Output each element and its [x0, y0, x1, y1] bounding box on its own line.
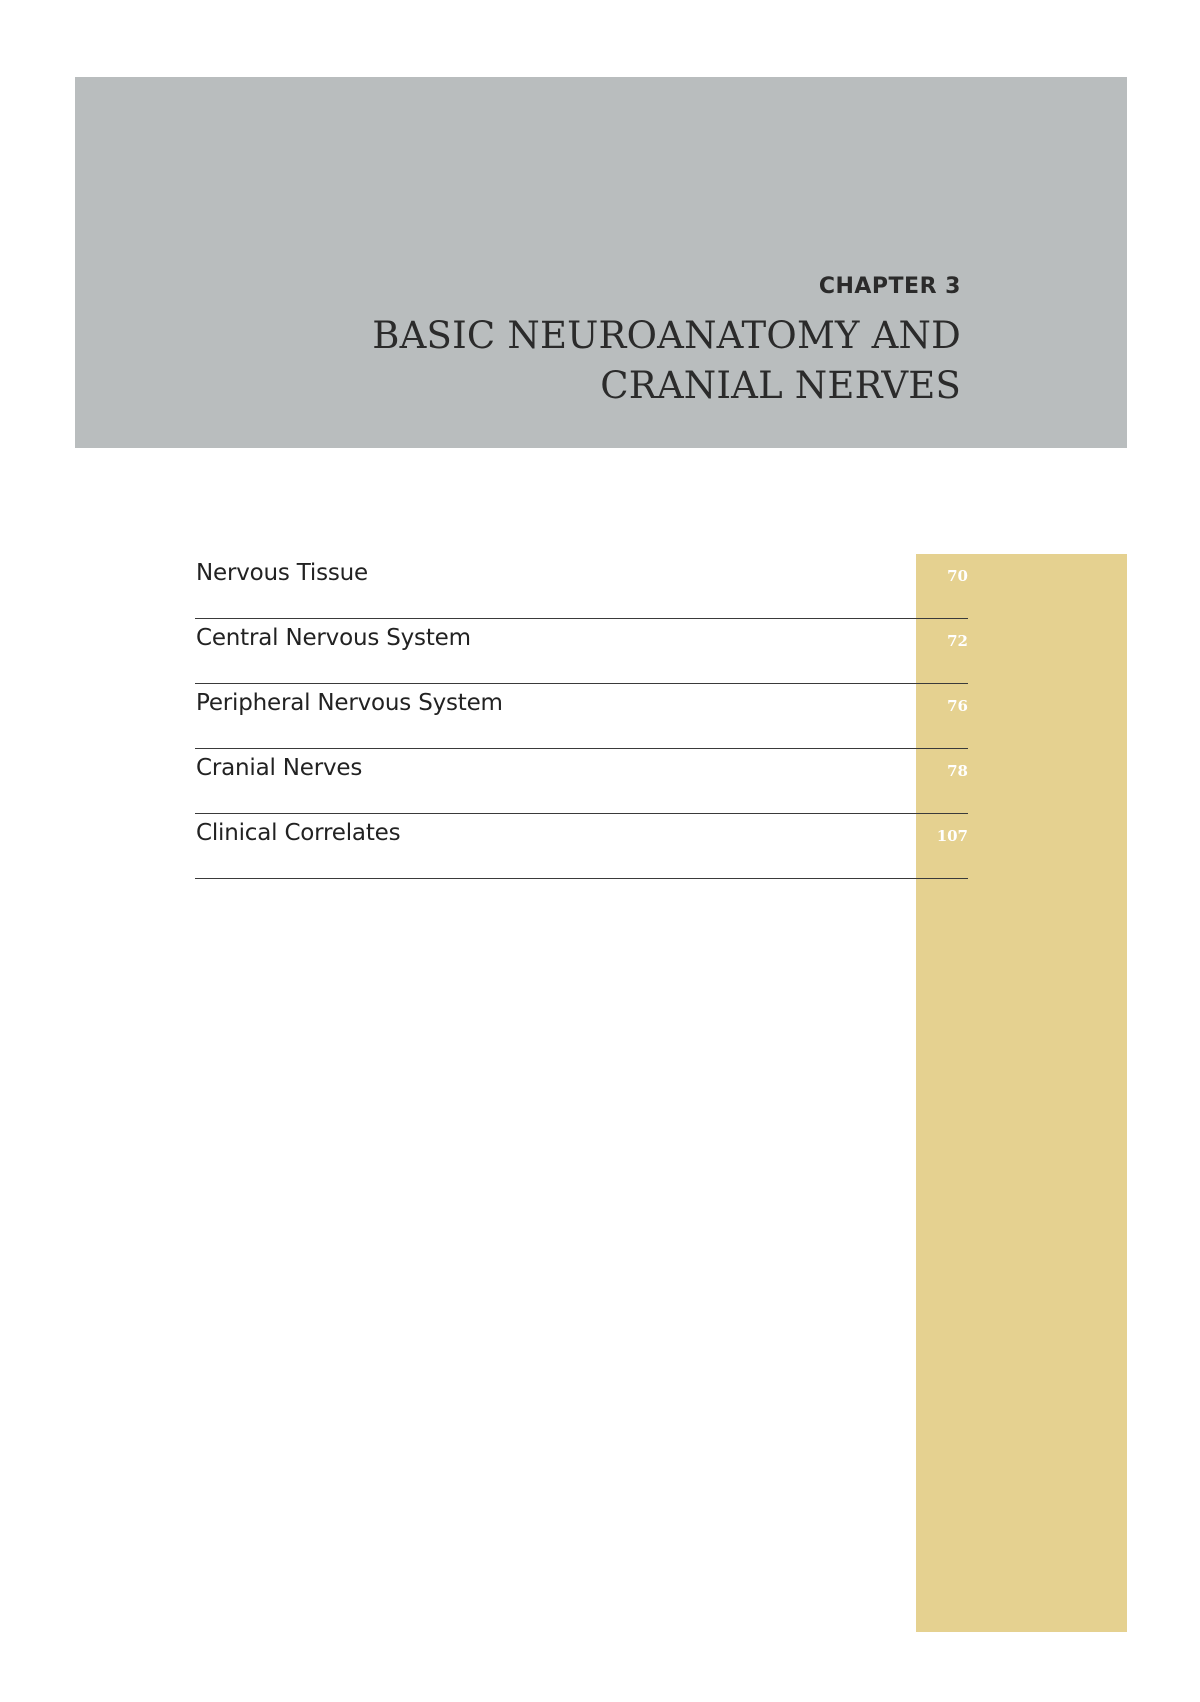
chapter-title-line-1: BASIC NEUROANATOMY AND: [372, 314, 961, 357]
toc-entry-page-number: 70: [947, 567, 968, 585]
toc-entry-central-nervous-system[interactable]: [195, 619, 968, 684]
toc-entry-nervous-tissue[interactable]: [195, 554, 968, 619]
toc-entry-page-number: 78: [947, 762, 968, 780]
chapter-banner: [75, 77, 1127, 448]
toc-entry-page-number: 72: [947, 632, 968, 650]
toc-entry-title: Clinical Correlates: [196, 820, 401, 846]
toc-entry-title: Nervous Tissue: [196, 560, 368, 586]
chapter-title-line-2: CRANIAL NERVES: [600, 364, 961, 407]
chapter-label: CHAPTER 3: [818, 274, 961, 299]
table-of-contents: [195, 554, 968, 879]
toc-entry-page-number: 107: [936, 827, 968, 845]
toc-entry-title: Central Nervous System: [196, 625, 471, 651]
toc-entry-title: Peripheral Nervous System: [196, 690, 503, 716]
toc-entry-page-number: 76: [947, 697, 968, 715]
toc-entry-clinical-correlates[interactable]: [195, 814, 968, 879]
toc-entry-peripheral-nervous-system[interactable]: [195, 684, 968, 749]
toc-entry-title: Cranial Nerves: [196, 755, 363, 781]
toc-entry-cranial-nerves[interactable]: [195, 749, 968, 814]
chapter-title: [372, 311, 961, 411]
